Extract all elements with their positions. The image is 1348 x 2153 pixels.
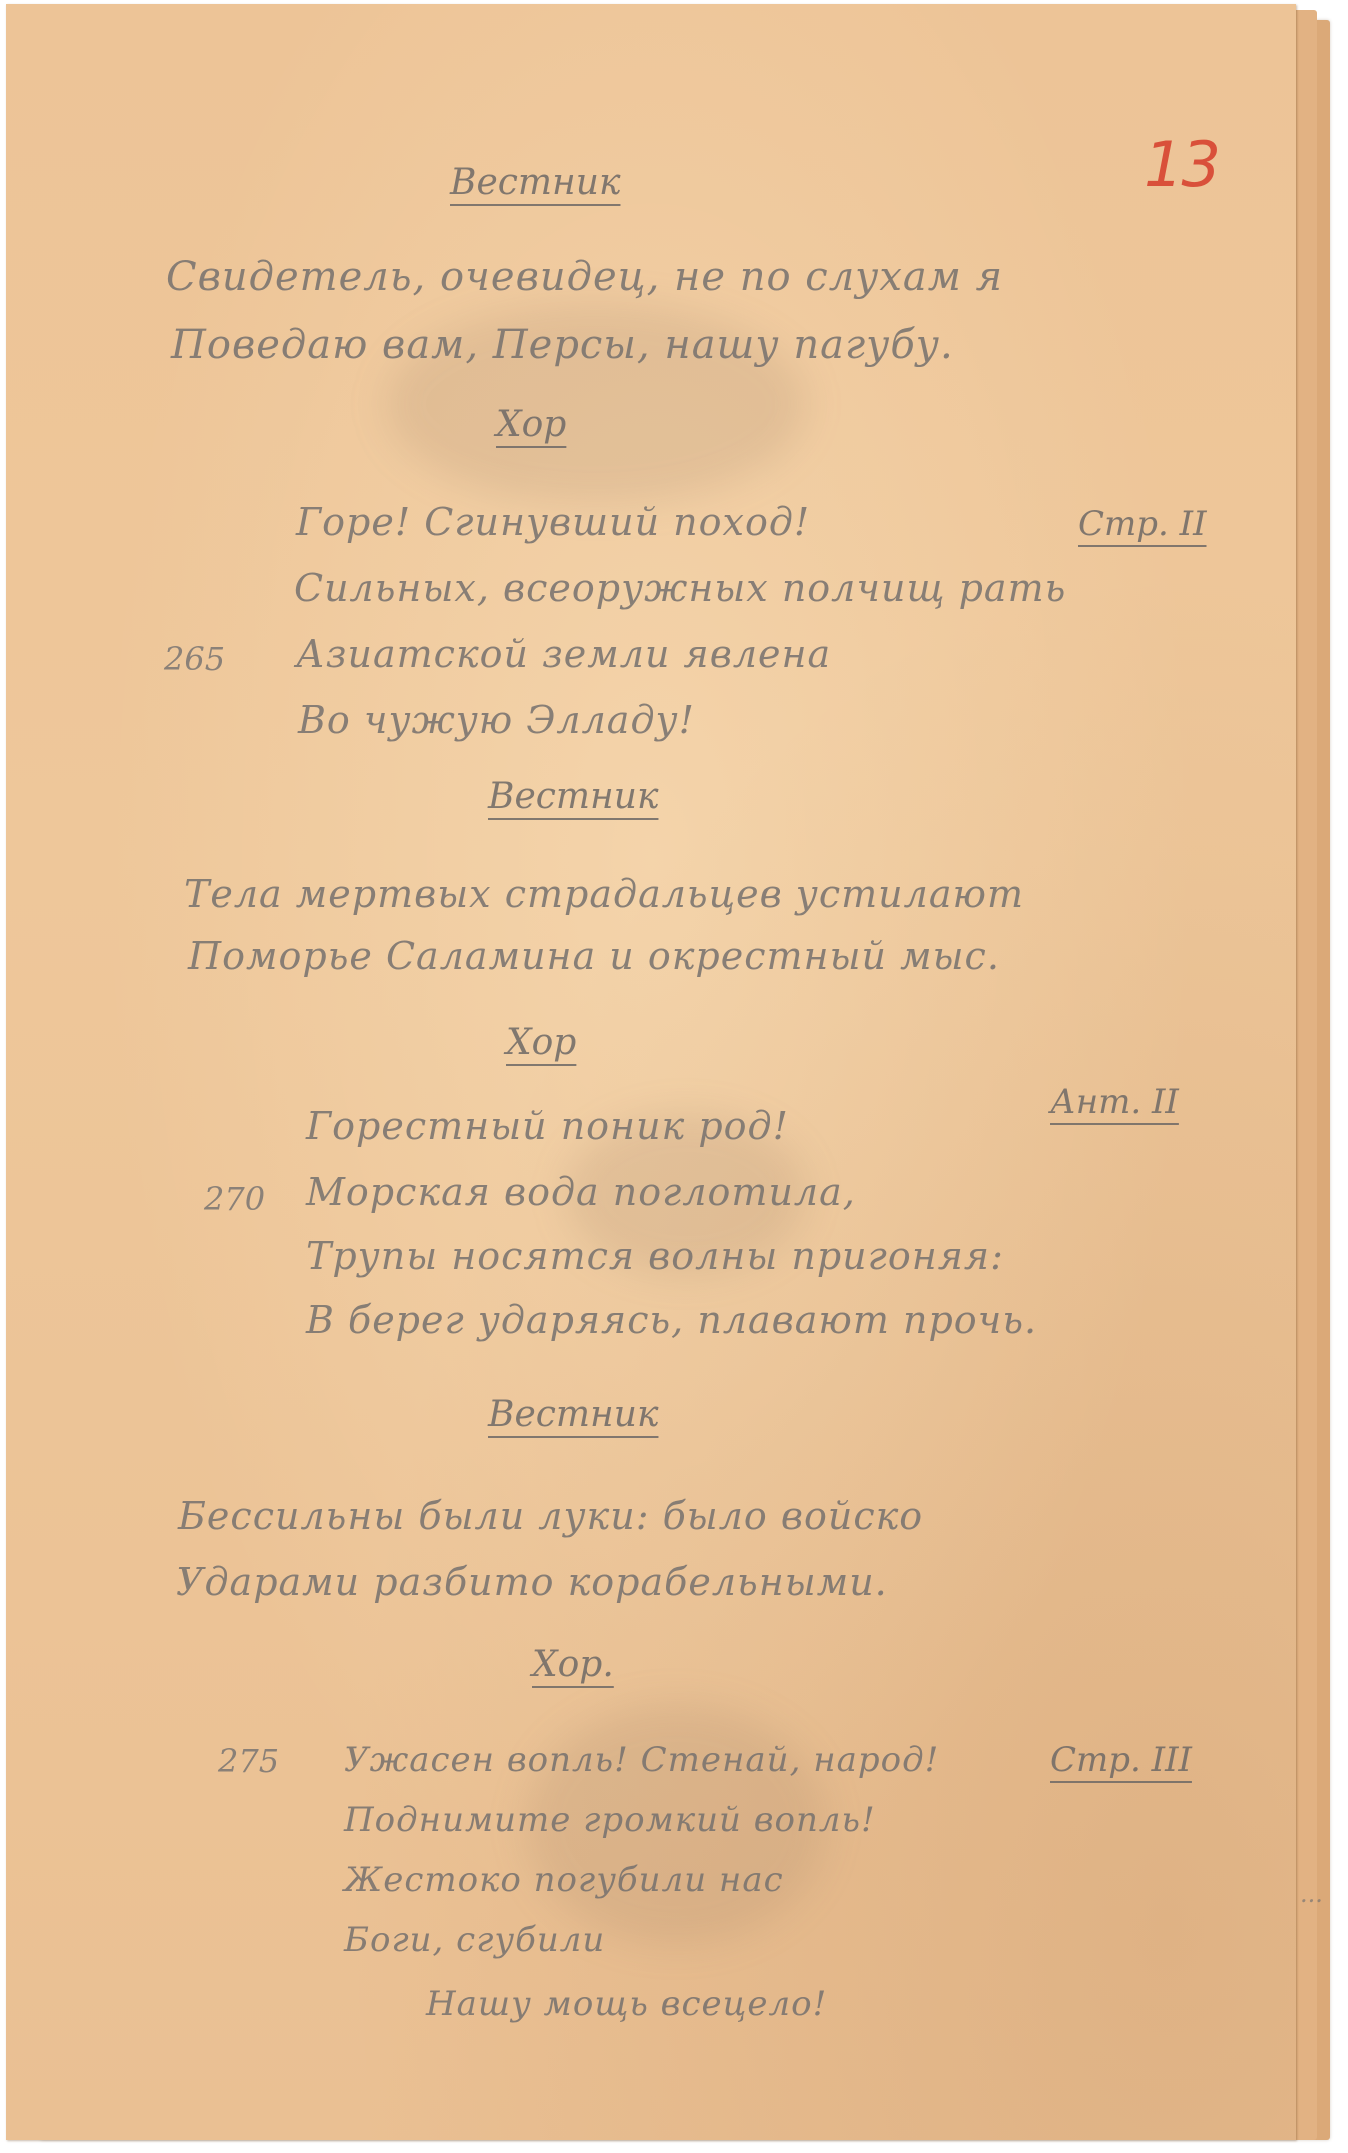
verse-line: Поднимите громкий вопль! xyxy=(344,1800,876,1840)
verse-line: Бессильны были луки: было войско xyxy=(178,1494,924,1538)
verse-line: Сильных, всеоружных полчищ рать xyxy=(294,566,1067,610)
verse-line: Трупы носятся волны пригоняя: xyxy=(306,1234,1004,1278)
verse-line: Ударами разбито корабельными. xyxy=(176,1560,888,1604)
manuscript-page xyxy=(6,4,1296,2140)
strophe-marker: Стр. III xyxy=(1050,1740,1192,1780)
verse-line: Поморье Саламина и окрестный мыс. xyxy=(188,934,1000,978)
strophe-marker: Ант. II xyxy=(1050,1082,1179,1122)
verse-line: Ужасен вопль! Стенай, народ! xyxy=(344,1740,940,1780)
verse-line: Морская вода поглотила, xyxy=(306,1170,856,1214)
speaker-heading: Вестник xyxy=(488,776,659,817)
speaker-heading: Вестник xyxy=(488,1394,659,1435)
verse-line: Тела мертвых страдальцев устилают xyxy=(184,872,1024,916)
verse-line: Во чужую Элладу! xyxy=(298,698,695,742)
verse-line: Боги, сгубили xyxy=(344,1920,606,1960)
verse-line: Азиатской земли явлена xyxy=(296,632,832,676)
speaker-heading: Хор xyxy=(506,1022,577,1063)
verse-line: Поведаю вам, Персы, нашу пагубу. xyxy=(171,322,954,368)
speaker-heading: Вестник xyxy=(450,162,621,203)
verse-line: Нашу мощь всецело! xyxy=(426,1984,828,2024)
edge-mark: ... xyxy=(1300,1880,1323,1908)
verse-number: 265 xyxy=(164,640,226,678)
verse-line: Горестный поник род! xyxy=(306,1104,789,1148)
strophe-marker: Стр. II xyxy=(1078,504,1207,544)
speaker-heading: Хор xyxy=(496,404,567,445)
verse-number: 270 xyxy=(204,1180,266,1218)
speaker-heading: Хор. xyxy=(532,1644,614,1685)
verse-line: В берег ударяясь, плавают прочь. xyxy=(306,1298,1038,1342)
verse-line: Жестоко погубили нас xyxy=(344,1860,784,1900)
verse-line: Свидетель, очевидец, не по слухам я xyxy=(166,254,1004,300)
verse-number: 275 xyxy=(218,1742,280,1780)
page-number: 13 xyxy=(1144,128,1219,201)
verse-line: Горе! Сгинувший поход! xyxy=(296,500,811,544)
